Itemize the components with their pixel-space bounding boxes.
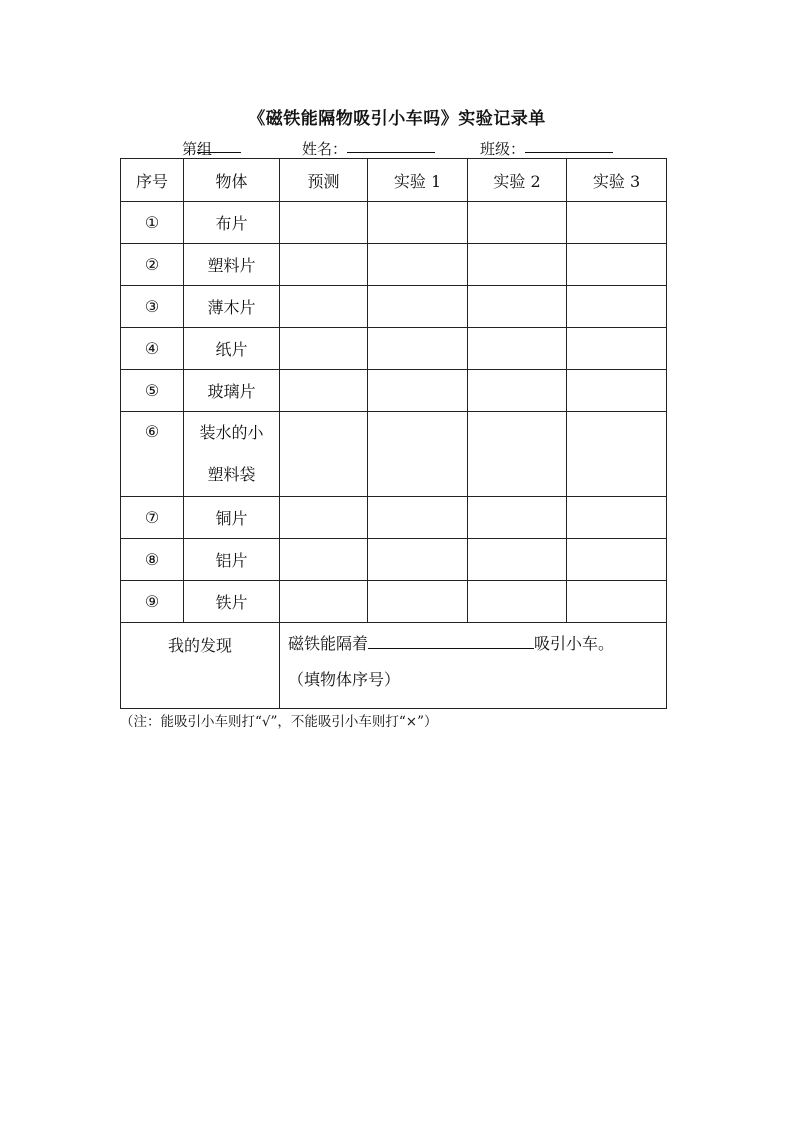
- table-row: [121, 539, 667, 581]
- header-object: 物体: [184, 159, 280, 202]
- trial-3-cell[interactable]: [567, 412, 667, 497]
- name-label: 姓名：: [302, 140, 348, 158]
- group-blank[interactable]: [197, 138, 241, 153]
- trial-2-cell[interactable]: [468, 539, 567, 581]
- trial-1-cell[interactable]: [368, 539, 468, 581]
- row-number: ⑥: [121, 412, 184, 497]
- trial-1-cell[interactable]: [368, 286, 468, 328]
- class-blank[interactable]: [525, 138, 613, 153]
- finding-row: [121, 623, 667, 709]
- row-object: 布片: [184, 202, 280, 244]
- row-object: 玻璃片: [184, 370, 280, 412]
- row-number: ⑧: [121, 539, 184, 581]
- trial-1-cell[interactable]: [368, 328, 468, 370]
- table-row: [121, 497, 667, 539]
- finding-label: 我的发现: [121, 623, 280, 709]
- table-row: [121, 412, 667, 497]
- row-number: ②: [121, 244, 184, 286]
- prediction-cell[interactable]: [280, 244, 368, 286]
- row-object: 薄木片: [184, 286, 280, 328]
- table-row: [121, 202, 667, 244]
- name-blank[interactable]: [347, 138, 435, 153]
- trial-1-cell[interactable]: [368, 202, 468, 244]
- row-number: ⑦: [121, 497, 184, 539]
- footnote: （注：能吸引小车则打“√”，不能吸引小车则打“×”）: [120, 714, 438, 730]
- trial-3-cell[interactable]: [567, 581, 667, 623]
- prediction-cell[interactable]: [280, 328, 368, 370]
- trial-1-cell[interactable]: [368, 244, 468, 286]
- row-object-line-1: 装水的小: [199, 423, 264, 442]
- row-number: ⑨: [121, 581, 184, 623]
- trial-3-cell[interactable]: [567, 370, 667, 412]
- trial-3-cell[interactable]: [567, 539, 667, 581]
- trial-3-cell[interactable]: [567, 286, 667, 328]
- trial-2-cell[interactable]: [468, 412, 567, 497]
- trial-1-cell[interactable]: [368, 412, 468, 497]
- trial-1-cell[interactable]: [368, 370, 468, 412]
- trial-3-cell[interactable]: [567, 244, 667, 286]
- table-row: [121, 244, 667, 286]
- trial-2-cell[interactable]: [468, 328, 567, 370]
- row-number: ⑤: [121, 370, 184, 412]
- record-table: [120, 158, 667, 709]
- trial-2-cell[interactable]: [468, 581, 567, 623]
- trial-2-cell[interactable]: [468, 286, 567, 328]
- prediction-cell[interactable]: [280, 497, 368, 539]
- table-row: [121, 328, 667, 370]
- trial-1-cell[interactable]: [368, 497, 468, 539]
- trial-2-cell[interactable]: [468, 497, 567, 539]
- finding-sentence: [288, 631, 666, 657]
- row-number: ①: [121, 202, 184, 244]
- prediction-cell[interactable]: [280, 286, 368, 328]
- trial-3-cell[interactable]: [567, 202, 667, 244]
- header-prediction: 预测: [280, 159, 368, 202]
- row-object: [184, 412, 280, 497]
- page-title: 《磁铁能隔物吸引小车吗》实验记录单: [248, 109, 546, 129]
- table-row: [121, 581, 667, 623]
- info-line: [0, 138, 794, 160]
- row-object: 铜片: [184, 497, 280, 539]
- prediction-cell[interactable]: [280, 581, 368, 623]
- trial-2-cell[interactable]: [468, 202, 567, 244]
- finding-suffix: 吸引小车。: [534, 634, 615, 653]
- table-header-row: [121, 159, 667, 202]
- class-field: [480, 138, 525, 159]
- finding-hint: （填物体序号）: [288, 670, 401, 689]
- row-number: ③: [121, 286, 184, 328]
- row-object: 铝片: [184, 539, 280, 581]
- header-trial-3: 实验 3: [567, 159, 667, 202]
- prediction-cell[interactable]: [280, 539, 368, 581]
- group-field: [182, 138, 212, 159]
- row-object: 铁片: [184, 581, 280, 623]
- prediction-cell[interactable]: [280, 370, 368, 412]
- finding-cell: [280, 623, 667, 709]
- header-trial-2: 实验 2: [468, 159, 567, 202]
- group-prefix: 第: [182, 140, 198, 158]
- header-number: 序号: [121, 159, 184, 202]
- row-object: 塑料片: [184, 244, 280, 286]
- group-suffix: 组: [197, 140, 213, 158]
- class-label: 班级：: [480, 140, 526, 158]
- table-row: [121, 286, 667, 328]
- prediction-cell[interactable]: [280, 412, 368, 497]
- row-number: ④: [121, 328, 184, 370]
- finding-blank[interactable]: [368, 634, 534, 649]
- trial-1-cell[interactable]: [368, 581, 468, 623]
- row-object: 纸片: [184, 328, 280, 370]
- finding-prefix: 磁铁能隔着: [288, 634, 369, 653]
- table-row: [121, 370, 667, 412]
- trial-2-cell[interactable]: [468, 370, 567, 412]
- prediction-cell[interactable]: [280, 202, 368, 244]
- trial-2-cell[interactable]: [468, 244, 567, 286]
- row-object-line-2: 塑料袋: [207, 465, 256, 484]
- trial-3-cell[interactable]: [567, 328, 667, 370]
- trial-3-cell[interactable]: [567, 497, 667, 539]
- name-field: [302, 138, 347, 159]
- header-trial-1: 实验 1: [368, 159, 468, 202]
